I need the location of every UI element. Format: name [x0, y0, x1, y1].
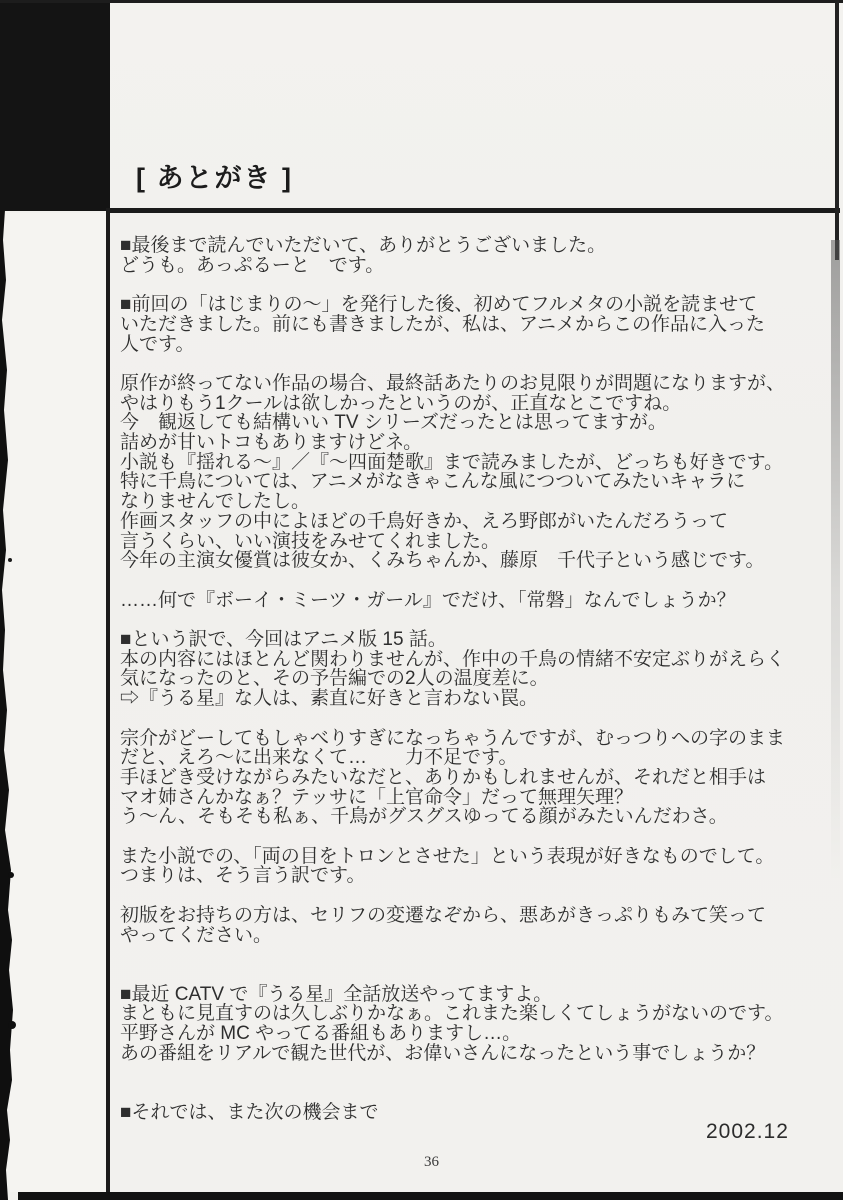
text-line: 詰めが甘いトコもありますけどネ。	[120, 432, 423, 453]
text-line: う〜ん、そもそも私ぁ、千鳥がグスグスゆってる顔がみたいんだわさ。	[120, 806, 728, 828]
paragraph	[120, 374, 826, 571]
text-line: マオ姉さんかなぁ？テッサに「上官命令」だって無理矢理？	[120, 786, 634, 808]
text-line: つまりは、そう言う訳です。	[120, 865, 366, 887]
bottom-edge-bar	[18, 1192, 843, 1200]
text-line: 小説も『揺れる〜』／『〜四面楚歌』まで読みましたが、どっちも好きです。	[120, 451, 784, 473]
text-line: 今年の主演女優賞は彼女か、くみちゃんか、藤原 千代子という感じです。	[120, 550, 765, 572]
text-line: また小説での、「両の目をトロンとさせた」という表現が好きなものでして。	[120, 845, 775, 867]
paragraph	[120, 985, 826, 1064]
paragraph	[120, 906, 826, 945]
text-line: まともに見直すのは久しぶりかなぁ。これまた楽しくてしょうがないのです。	[120, 1003, 784, 1025]
text-line: 言うくらい、いい演技をみせてくれました。	[120, 530, 501, 552]
paragraph	[120, 236, 826, 275]
page-number: 36	[424, 1154, 439, 1170]
text-line: ⇨『うる星』な人は、素直に好きと言わない罠。	[120, 688, 539, 710]
text-line: ■それでは、また次の機会まで	[120, 1101, 379, 1123]
text-line: いただきました。前にも書きましたが、私は、アニメからこの作品に入った	[120, 313, 766, 335]
text-line: 特に千鳥については、アニメがなきゃこんな風につついてみたいキャラに	[120, 471, 746, 493]
text-line: やはりもう1クールは欲しかったというのが、正直なとこですね。	[120, 392, 682, 414]
left-margin-column	[10, 213, 106, 1192]
corner-black-block	[0, 0, 110, 211]
text-line: やってください。	[120, 924, 273, 946]
paragraph	[120, 295, 826, 354]
text-line: ……何で『ボーイ・ミーツ・ガール』でだけ、「常磐」なんでしょうか？	[120, 589, 736, 611]
right-edge-line	[835, 0, 839, 260]
body-text	[120, 236, 826, 1123]
column-divider-line	[106, 210, 110, 1193]
header-divider-line	[106, 208, 840, 213]
text-line: 平野さんが MC やってる番組もありますし…。	[120, 1023, 522, 1044]
paragraph	[120, 847, 826, 886]
text-line: 宗介がどーしてもしゃべりすぎになっちゃうんですが、むっつりへの字のまま	[120, 727, 786, 749]
text-line: 手ほどき受けながらみたいなだと、ありかもしれませんが、それだと相手は	[120, 766, 767, 788]
text-line: 原作が終ってない作品の場合、最終話あたりのお見限りが問題になりますが、	[120, 372, 786, 394]
publication-date: 2002.12	[706, 1120, 789, 1143]
page-title: [ あとがき ]	[136, 163, 293, 193]
text-line: 今 観返しても結構いい TV シリーズだったとは思ってますが。	[120, 412, 667, 434]
paragraph	[120, 630, 826, 709]
paragraph	[120, 729, 826, 828]
text-line: 初版をお持ちの方は、セリフの変遷なぞから、悪あがきっぷりもみて笑って	[120, 904, 767, 926]
text-line: ■最後まで読んでいただいて、ありがとうございました。	[120, 235, 607, 256]
text-line: 気になったのと、その予告編での2人の温度差に。	[120, 668, 549, 690]
text-line: ■という訳で、今回はアニメ版 15 話。	[120, 629, 447, 650]
text-line: 作画スタッフの中によほどの千鳥好きか、えろ野郎がいたんだろうって	[120, 510, 729, 532]
text-line: あの番組をリアルで観た世代が、お偉いさんになったという事でしょうか？	[120, 1042, 766, 1064]
text-line: ■最近 CATV で『うる星』全話放送やってますよ。	[120, 983, 553, 1005]
text-line: 本の内容にはほとんど関わりませんが、作中の千鳥の情緒不安定ぶりがえらく	[120, 648, 786, 670]
top-edge-line	[0, 0, 843, 3]
torn-paper-edge	[0, 210, 16, 1200]
text-line: だと、えろ〜に出来なくて… 力不足です。	[120, 747, 518, 769]
text-line: ■前回の「はじまりの〜」を発行した後、初めてフルメタの小説を読ませて	[120, 294, 758, 316]
text-line: 人です。	[120, 333, 195, 355]
paragraph	[120, 591, 826, 611]
text-line: なりませんでしたし。	[120, 491, 311, 513]
text-line: どうも。あっぷるーと です。	[120, 254, 385, 276]
right-edge-shadow	[831, 240, 840, 880]
